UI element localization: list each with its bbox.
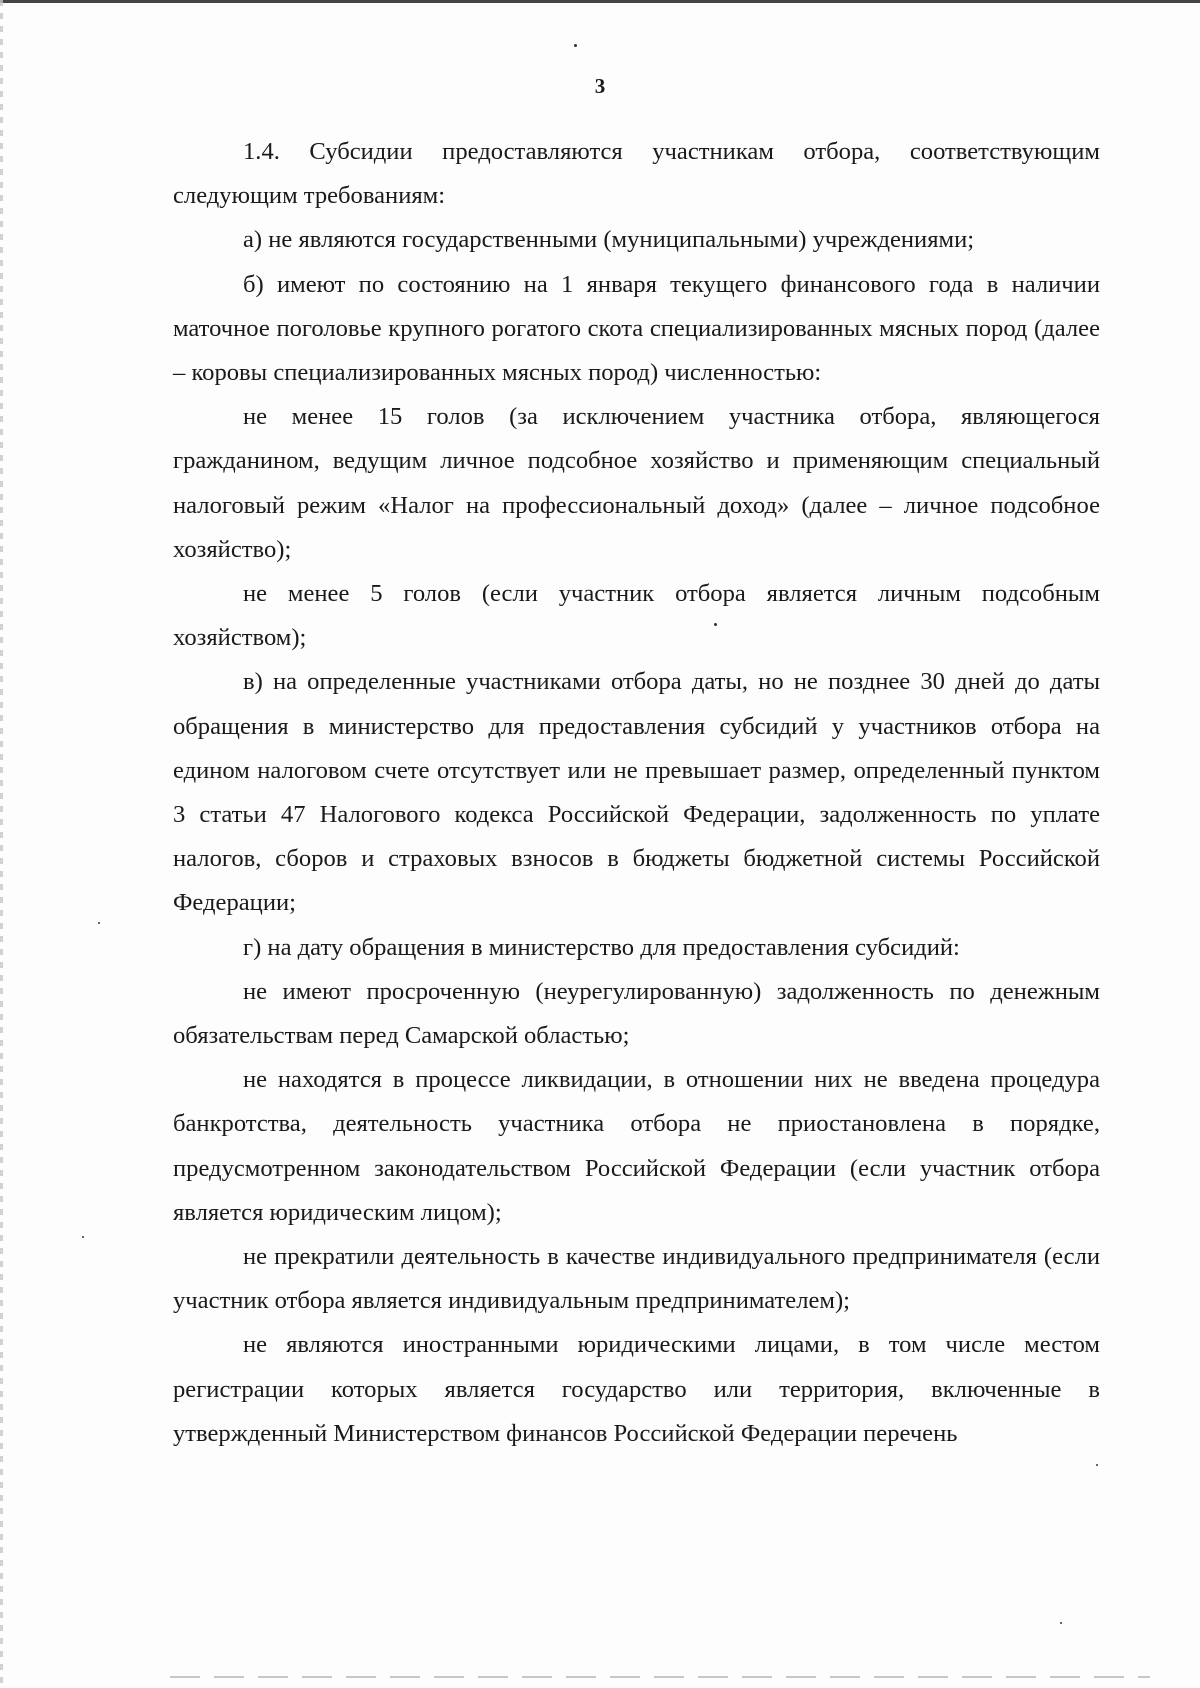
scan-bottom-edge: [170, 1676, 1150, 1678]
paragraph-1-4: 1.4. Субсидии предоставляются участникам отбора, соответствующим следующим требованиям:: [173, 138, 1100, 210]
scan-speck: [714, 623, 717, 626]
scan-top-edge: [0, 0, 1200, 3]
paragraph-g-debt: не имеют просроченную (неурегулированную) задолженность по денежным обязательствам перед Самарской областью;: [173, 977, 1100, 1050]
paragraph-g-foreign: не являются иностранными юридическими лицами, в том числе местом регистрации которых является государство или территория, включенные в утвержденный Министерством финансов Российской Федерации перечень: [173, 1331, 1100, 1447]
paragraph-b-15-heads: не менее 15 голов (за исключением участника отбора, являющегося гражданином, ведущим личное подсобное хозяйство и применяющим специальный налоговый режим «Налог на профессиональный доход» (далее – личное подсобное хозяйство);: [173, 403, 1100, 563]
paragraph-g-liquidation: не находятся в процессе ликвидации, в отношении них не введена процедура банкротства, деятельность участника отбора не приостановлена в порядке, предусмотренном законодательством Российской Федерации (если участник отбора является юридическим лицом);: [173, 1066, 1100, 1226]
paragraph-v: в) на определенные участниками отбора даты, но не позднее 30 дней до даты обращения в министерство для предоставления субсидий у участников отбора на едином налоговом счете отсутствует или не превышает размер, определенный пунктом 3 статьи 47 Налогового кодекса Российской Федерации, задолженность по уплате налогов, сборов и страховых взносов в бюджеты бюджетной системы Российской Федерации;: [173, 668, 1100, 917]
paragraph-a: а) не являются государственными (муниципальными) учреждениями;: [243, 226, 975, 254]
scan-speck: [82, 1236, 84, 1238]
scan-speck: [1096, 1464, 1098, 1466]
scan-speck: [1060, 1622, 1062, 1624]
document-body: [173, 130, 1100, 1456]
paragraph-g: г) на дату обращения в министерство для предоставления субсидий:: [243, 933, 960, 961]
scan-speck: [98, 922, 100, 924]
scan-speck: [574, 44, 577, 47]
paragraph-b-5-heads: не менее 5 голов (если участник отбора является личным подсобным хозяйством);: [173, 580, 1100, 652]
paragraph-g-entrepreneur: не прекратили деятельность в качестве индивидуального предпринимателя (если участник отбора является индивидуальным предпринимателем);: [173, 1243, 1100, 1315]
page-number: 3: [594, 74, 606, 98]
paragraph-b: б) имеют по состоянию на 1 января текущего финансового года в наличии маточное поголовье крупного рогатого скота специализированных мясных пород (далее – коровы специализированных мясных пород) численностью:: [173, 270, 1100, 387]
scan-left-edge: [0, 0, 3, 1688]
